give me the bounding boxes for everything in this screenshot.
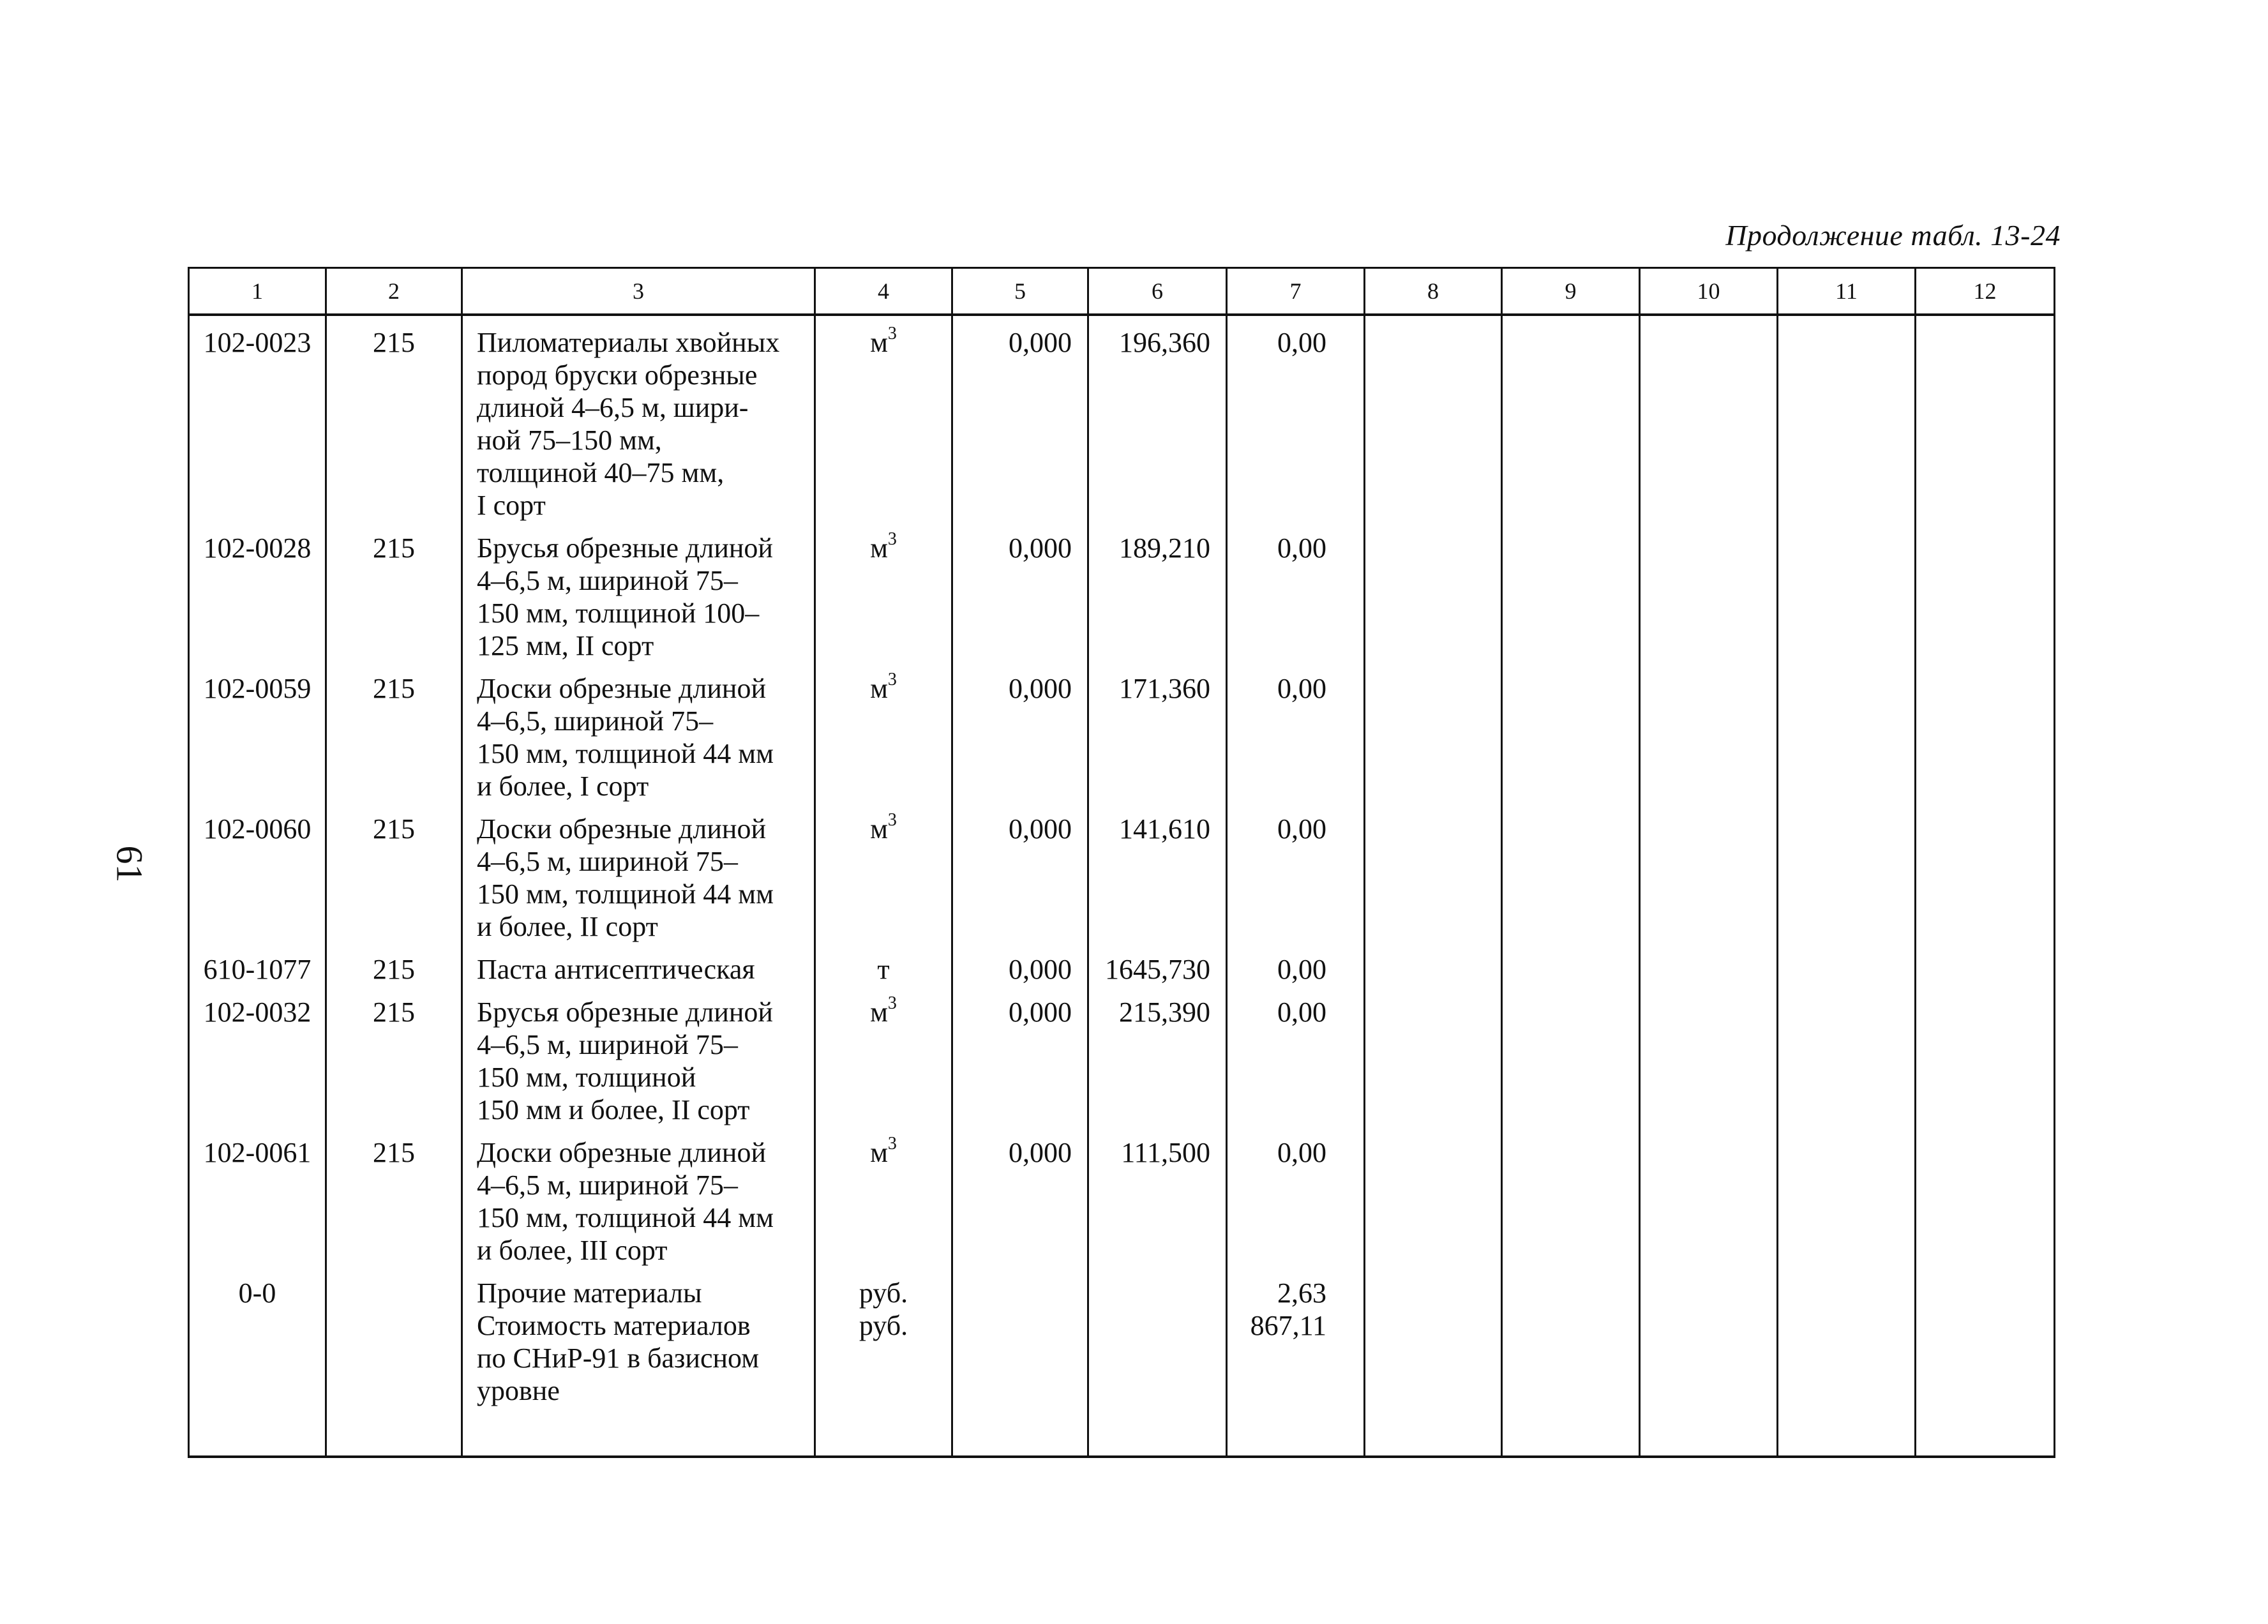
unit-cell: $м^3$ [815,1126,952,1267]
material-code-cell: 610-1077 [189,943,326,986]
empty-cell-col-10 [1640,315,1778,522]
material-name-line: 150 мм, толщиной 44 мм [477,878,774,910]
material-code-cell: 0-0 [189,1267,326,1457]
material-name-line: 150 мм, толщиной 100– [477,598,760,629]
unit-cell [815,1267,952,1457]
material-name-line: и более, II сорт [477,911,658,942]
material-name-line: уровне [477,1375,560,1406]
unit-line: руб. [859,1310,908,1341]
material-name-line: 4–6,5 м, шириной 75– [477,565,738,596]
table-row [189,802,2055,943]
empty-cell-col-8 [1365,1126,1502,1267]
material-name-line: пород бруски обрезные [477,359,758,391]
material-name-line: 4–6,5 м, шириной 75– [477,1169,738,1201]
column-header-4: 4 [815,268,952,315]
material-code-cell: 102-0060 [189,802,326,943]
empty-cell-col-9 [1502,986,1640,1126]
group-number-cell: 215 [326,315,462,522]
empty-cell-col-10 [1640,1267,1778,1457]
quantity-cell: 0,000 [952,1126,1088,1267]
column-header-6: 6 [1088,268,1227,315]
table-caption: Продолжение табл. 13-24 [1725,219,2061,252]
empty-cell-col-11 [1778,1126,1916,1267]
material-code-cell: 102-0023 [189,315,326,522]
empty-cell-col-11 [1778,943,1916,986]
material-name-line: толщиной 40–75 мм, [477,457,725,488]
unit-cell: $м^3$ [815,986,952,1126]
material-name-line: Паста антисептическая [477,954,755,985]
empty-cell-col-12 [1916,1267,2055,1457]
material-name-line: Брусья обрезные длиной [477,532,773,564]
unit-exponent: 3 [887,1134,897,1154]
material-name-line: ной 75–150 мм, [477,425,662,456]
empty-cell-col-12 [1916,522,2055,662]
column-header-9: 9 [1502,268,1640,315]
empty-cell-col-11 [1778,522,1916,662]
unit-cell: $м^3$ [815,315,952,522]
column-header-5: 5 [952,268,1088,315]
material-name-line: и более, III сорт [477,1235,668,1266]
empty-cell-col-11 [1778,986,1916,1126]
group-number-cell: 215 [326,522,462,662]
cost-cell: 0,00 [1227,943,1365,986]
price-cell: 111,500 [1088,1126,1227,1267]
cost-cell: 0,00 [1227,1126,1365,1267]
cost-cell: 0,00 [1227,315,1365,522]
material-name-cell [462,802,815,943]
column-header-12: 12 [1916,268,2055,315]
cost-cell [1227,1267,1365,1457]
table-body [189,315,2055,1457]
material-name-cell [462,1267,815,1457]
column-header-3: 3 [462,268,815,315]
group-number-cell: 215 [326,802,462,943]
quantity-cell: 0,000 [952,522,1088,662]
material-name-line: длиной 4–6,5 м, шири- [477,392,749,423]
empty-cell-col-10 [1640,662,1778,802]
empty-cell-col-9 [1502,802,1640,943]
table-row-summary [189,1267,2055,1457]
cost-cell: 0,00 [1227,662,1365,802]
empty-cell-col-8 [1365,315,1502,522]
price-cell [1088,1267,1227,1457]
material-name-line: Пиломатериалы хвойных [477,327,780,358]
material-name-cell [462,522,815,662]
empty-cell-col-9 [1502,315,1640,522]
empty-cell-col-11 [1778,315,1916,522]
empty-cell-col-10 [1640,1126,1778,1267]
unit-exponent: 3 [887,993,897,1014]
unit-exponent: 3 [887,324,897,344]
material-name-line: Доски обрезные длиной [477,813,767,845]
empty-cell-col-12 [1916,943,2055,986]
material-name-cell [462,662,815,802]
empty-cell-col-11 [1778,802,1916,943]
cost-cell: 0,00 [1227,802,1365,943]
material-code-cell: 102-0032 [189,986,326,1126]
material-name-line: Доски обрезные длиной [477,1137,767,1168]
unit-cell: $м^3$ [815,662,952,802]
material-name-line: 4–6,5, шириной 75– [477,705,714,737]
material-name-line: 150 мм, толщиной [477,1062,696,1093]
material-name-line: 4–6,5 м, шириной 75– [477,1029,738,1060]
empty-cell-col-9 [1502,1126,1640,1267]
empty-cell-col-9 [1502,943,1640,986]
material-name-cell [462,315,815,522]
empty-cell-col-8 [1365,802,1502,943]
cost-cell: 0,00 [1227,522,1365,662]
quantity-cell: 0,000 [952,802,1088,943]
empty-cell-col-11 [1778,1267,1916,1457]
empty-cell-col-12 [1916,662,2055,802]
material-code-cell: 102-0059 [189,662,326,802]
unit-exponent: 3 [887,810,897,831]
empty-cell-col-12 [1916,1126,2055,1267]
empty-cell-col-9 [1502,662,1640,802]
material-name-line: по СНиР-91 в базисном [477,1342,760,1374]
empty-cell-col-10 [1640,943,1778,986]
table-row [189,315,2055,522]
column-header-11: 11 [1778,268,1916,315]
unit-line: руб. [859,1277,908,1309]
price-cell: 215,390 [1088,986,1227,1126]
material-name-line: и более, I сорт [477,771,649,802]
column-header-7: 7 [1227,268,1365,315]
column-header-10: 10 [1640,268,1778,315]
material-name-cell [462,986,815,1126]
material-name-line: 150 мм, толщиной 44 мм [477,738,774,769]
unit-cell: $м^3$ [815,802,952,943]
price-cell: 196,360 [1088,315,1227,522]
group-number-cell: 215 [326,1126,462,1267]
material-name-line: 150 мм, толщиной 44 мм [477,1202,774,1233]
group-number-cell: 215 [326,662,462,802]
group-number-cell: 215 [326,943,462,986]
quantity-cell: 0,000 [952,986,1088,1126]
material-name-line: I сорт [477,490,546,521]
header-row [189,268,2055,315]
unit-exponent: 3 [887,529,897,550]
material-code-cell: 102-0061 [189,1126,326,1267]
material-name-line: Доски обрезные длиной [477,673,767,704]
price-cell: 141,610 [1088,802,1227,943]
empty-cell-col-12 [1916,986,2055,1126]
table-row [189,522,2055,662]
quantity-cell: 0,000 [952,943,1088,986]
material-name-line: Брусья обрезные длиной [477,996,773,1028]
empty-cell-col-12 [1916,802,2055,943]
material-name-line: 4–6,5 м, шириной 75– [477,846,738,877]
column-header-2: 2 [326,268,462,315]
group-number-cell [326,1267,462,1457]
table-row [189,943,2055,986]
cost-cell: 0,00 [1227,986,1365,1126]
empty-cell-col-10 [1640,802,1778,943]
price-cell: 171,360 [1088,662,1227,802]
price-cell: 1645,730 [1088,943,1227,986]
table-row [189,1126,2055,1267]
material-name-line: 125 мм, II сорт [477,630,654,661]
page-number: 61 [109,845,151,883]
empty-cell-col-8 [1365,1267,1502,1457]
column-header-1: 1 [189,268,326,315]
material-name-line: Прочие материалы [477,1277,702,1309]
table-row [189,986,2055,1126]
unit-exponent: 3 [887,670,897,690]
empty-cell-col-11 [1778,662,1916,802]
empty-cell-col-12 [1916,315,2055,522]
quantity-cell: 0,000 [952,315,1088,522]
material-name-line: 150 мм и более, II сорт [477,1094,750,1125]
empty-cell-col-8 [1365,662,1502,802]
column-header-8: 8 [1365,268,1502,315]
quantity-cell [952,1267,1088,1457]
unit-cell: т [815,943,952,986]
empty-cell-col-8 [1365,943,1502,986]
cost-line: 2,63 [1277,1277,1326,1309]
material-name-line: Стоимость материалов [477,1310,751,1341]
material-code-cell: 102-0028 [189,522,326,662]
empty-cell-col-8 [1365,522,1502,662]
empty-cell-col-10 [1640,522,1778,662]
material-name-cell [462,1126,815,1267]
empty-cell-col-9 [1502,1267,1640,1457]
empty-cell-col-8 [1365,986,1502,1126]
cost-line: 867,11 [1250,1310,1326,1341]
quantity-cell: 0,000 [952,662,1088,802]
group-number-cell: 215 [326,986,462,1126]
empty-cell-col-10 [1640,986,1778,1126]
materials-table [188,267,2055,1458]
material-name-cell [462,943,815,986]
table-row [189,662,2055,802]
price-cell: 189,210 [1088,522,1227,662]
empty-cell-col-9 [1502,522,1640,662]
unit-cell: $м^3$ [815,522,952,662]
